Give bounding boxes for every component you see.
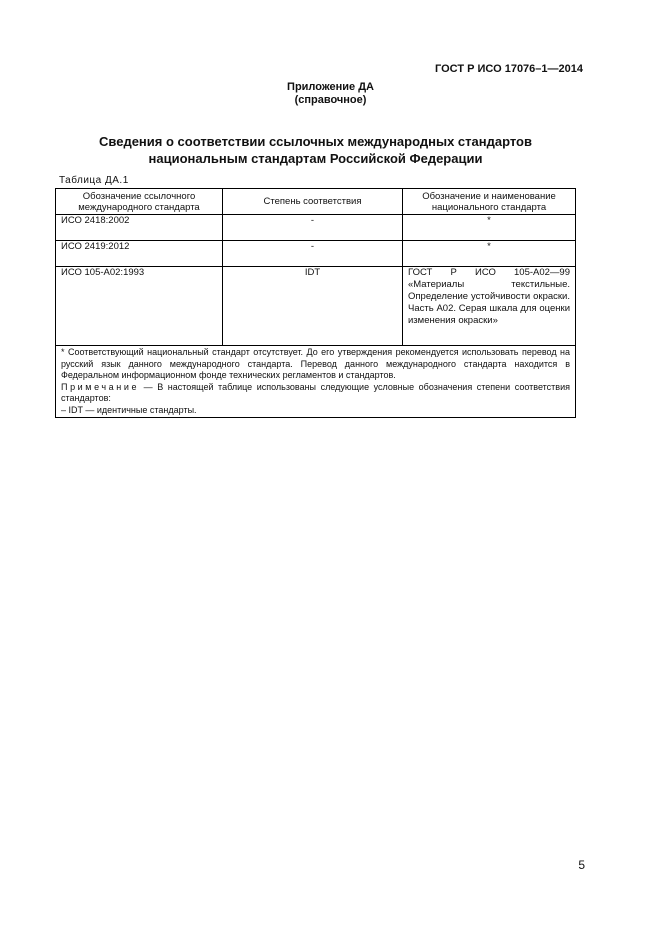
appendix-heading xyxy=(0,81,661,107)
note-label: Примечание xyxy=(61,381,140,392)
cell-national-standard: * xyxy=(403,215,576,241)
cell-international-standard: ИСО 105-А02:1993 xyxy=(56,267,223,346)
cell-international-standard: ИСО 2419:2012 xyxy=(56,241,223,267)
cell-conformity-degree: - xyxy=(223,215,403,241)
document-code: ГОСТ Р ИСО 17076–1—2014 xyxy=(435,63,583,75)
table-notes-row xyxy=(56,346,576,418)
cell-national-standard: ГОСТ Р ИСО 105-А02—99 «Материалы текстильные. Определение устойчивости окраски. Часть А02. Серая шкала для оценки изменения окраски» xyxy=(403,267,576,346)
cell-national-standard: * xyxy=(403,241,576,267)
cell-international-standard: ИСО 2418:2002 xyxy=(56,215,223,241)
table-row xyxy=(56,215,576,241)
table-row xyxy=(56,241,576,267)
section-title-line-2: национальным стандартам Российской Федерации xyxy=(148,151,483,166)
table-row xyxy=(56,267,576,346)
appendix-subtitle: (справочное) xyxy=(294,94,367,106)
section-title xyxy=(0,133,631,167)
cell-conformity-degree: - xyxy=(223,241,403,267)
table-caption: Таблица ДА.1 xyxy=(59,175,129,186)
column-header-international-standard: Обозначение ссылочного международного стандарта xyxy=(56,189,223,215)
note-item: – IDT — идентичные стандарты. xyxy=(61,404,197,415)
appendix-title: Приложение ДА xyxy=(287,81,374,93)
cell-conformity-degree: IDT xyxy=(223,267,403,346)
section-title-line-1: Сведения о соответствии ссылочных международных стандартов xyxy=(99,134,532,149)
note-text: — В настоящей таблице использованы следующие условные обозначения степени соответствия стандартов: xyxy=(61,381,570,403)
page-number: 5 xyxy=(578,858,585,872)
standards-table xyxy=(55,188,576,418)
table-notes xyxy=(56,346,576,418)
table-header-row xyxy=(56,189,576,215)
column-header-conformity-degree: Степень соответствия xyxy=(223,189,403,215)
table-note xyxy=(61,382,570,405)
table-footnote: * Соответствующий национальный стандарт отсутствует. До его утверждения рекомендуется использовать перевод на русский язык данного международного стандарта. Перевод данного международного стандарта находится в Федеральном информационном фонде технических регламентов и стандартов. xyxy=(61,347,570,380)
column-header-national-standard: Обозначение и наименование национального стандарта xyxy=(403,189,576,215)
